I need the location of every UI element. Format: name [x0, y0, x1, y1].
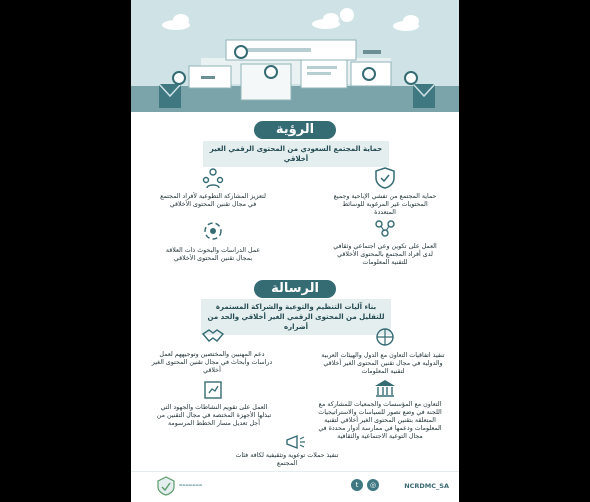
- committee-logo: [155, 475, 177, 497]
- mission-item-3: العمل على تقويم النشاطات والجهود التي تبذلها الأجهزة المختصة في مجال التقنين من أجل تعديل مسار الخطط المرسومة: [156, 404, 272, 427]
- vision-statement: حماية المجتمع السعودي من المحتوى الرقمي الغير أخلاقي: [203, 141, 389, 167]
- mission-item-1: دعم المهنيين والمختصين وتوجيههم لعمل دراسات وأبحاث في مجال تقنين المحتوى الغير أخلاقي: [151, 351, 273, 374]
- campaign-icon: [283, 432, 307, 452]
- vision-title: الرؤية: [254, 121, 336, 139]
- institution-icon: [373, 378, 397, 398]
- vision-item-1: حماية المجتمع من تفشي الإباحية وجميع المحتويات غير المرغوبة للوسائط المتعددة: [333, 193, 437, 216]
- poster: [131, 0, 459, 502]
- instagram-icon[interactable]: ◎: [367, 479, 379, 491]
- mission-item-2: تنفيذ اتفاقيات التعاون مع الدول والهيئات العربية والدولية في مجال تقنين المحتوى الغير أخلاقي لتقنية المعلومات: [321, 352, 445, 375]
- research-cycle-icon: [201, 220, 225, 242]
- shield-icon: [373, 166, 397, 190]
- footer: [131, 471, 459, 502]
- vision-item-3: العمل على تكوين وعي اجتماعي وثقافي لدى أفراد المجتمع بالمحتوى الأخلاقي للتقنية المعلومات: [333, 243, 437, 266]
- handshake-icon: [201, 324, 225, 346]
- vision-item-4: عمل الدراسات والبحوث ذات العلاقة بمجال تقنين المحتوى الأخلاقي: [165, 247, 261, 262]
- people-network-icon: [373, 218, 397, 240]
- mission-statement: بناء آليات التنظيم والتوعية والشراكة المستمرة للتقليل من المحتوى الرقمي الغير أخلاقي والحد من أضراره: [201, 299, 391, 335]
- partnership-icon: [373, 326, 397, 348]
- evaluation-icon: [201, 379, 225, 401]
- mission-item-5: تنفيذ حملات توعوية وتثقيفية لكافة فئات المجتمع: [235, 452, 339, 467]
- vision-item-2: لتعزيز المشاركة التطوعية لأفراد المجتمع في مجال تقنين المحتوى الأخلاقي: [160, 193, 266, 208]
- logo-caption: ▬▬▬▬▬▬▬: [179, 483, 203, 487]
- mission-item-4: التعاون مع المؤسسات والجمعيات للمشاركة مع اللجنة في وضع تصور للسياسات والاستراتيجيات المتعلقة بتقنين المحتوى الغير أخلاقي لتقنية المعلومات ودعمها في ممارسة أدوار محددة في مجال التوعية الاجتماعية والثقافية: [318, 401, 442, 440]
- mission-title: الرسالة: [254, 280, 336, 298]
- hero-illustration: [131, 0, 459, 112]
- social-handle[interactable]: NCRDMC_SA: [404, 482, 449, 490]
- team-gears-icon: [201, 166, 225, 190]
- twitter-icon[interactable]: t: [351, 479, 363, 491]
